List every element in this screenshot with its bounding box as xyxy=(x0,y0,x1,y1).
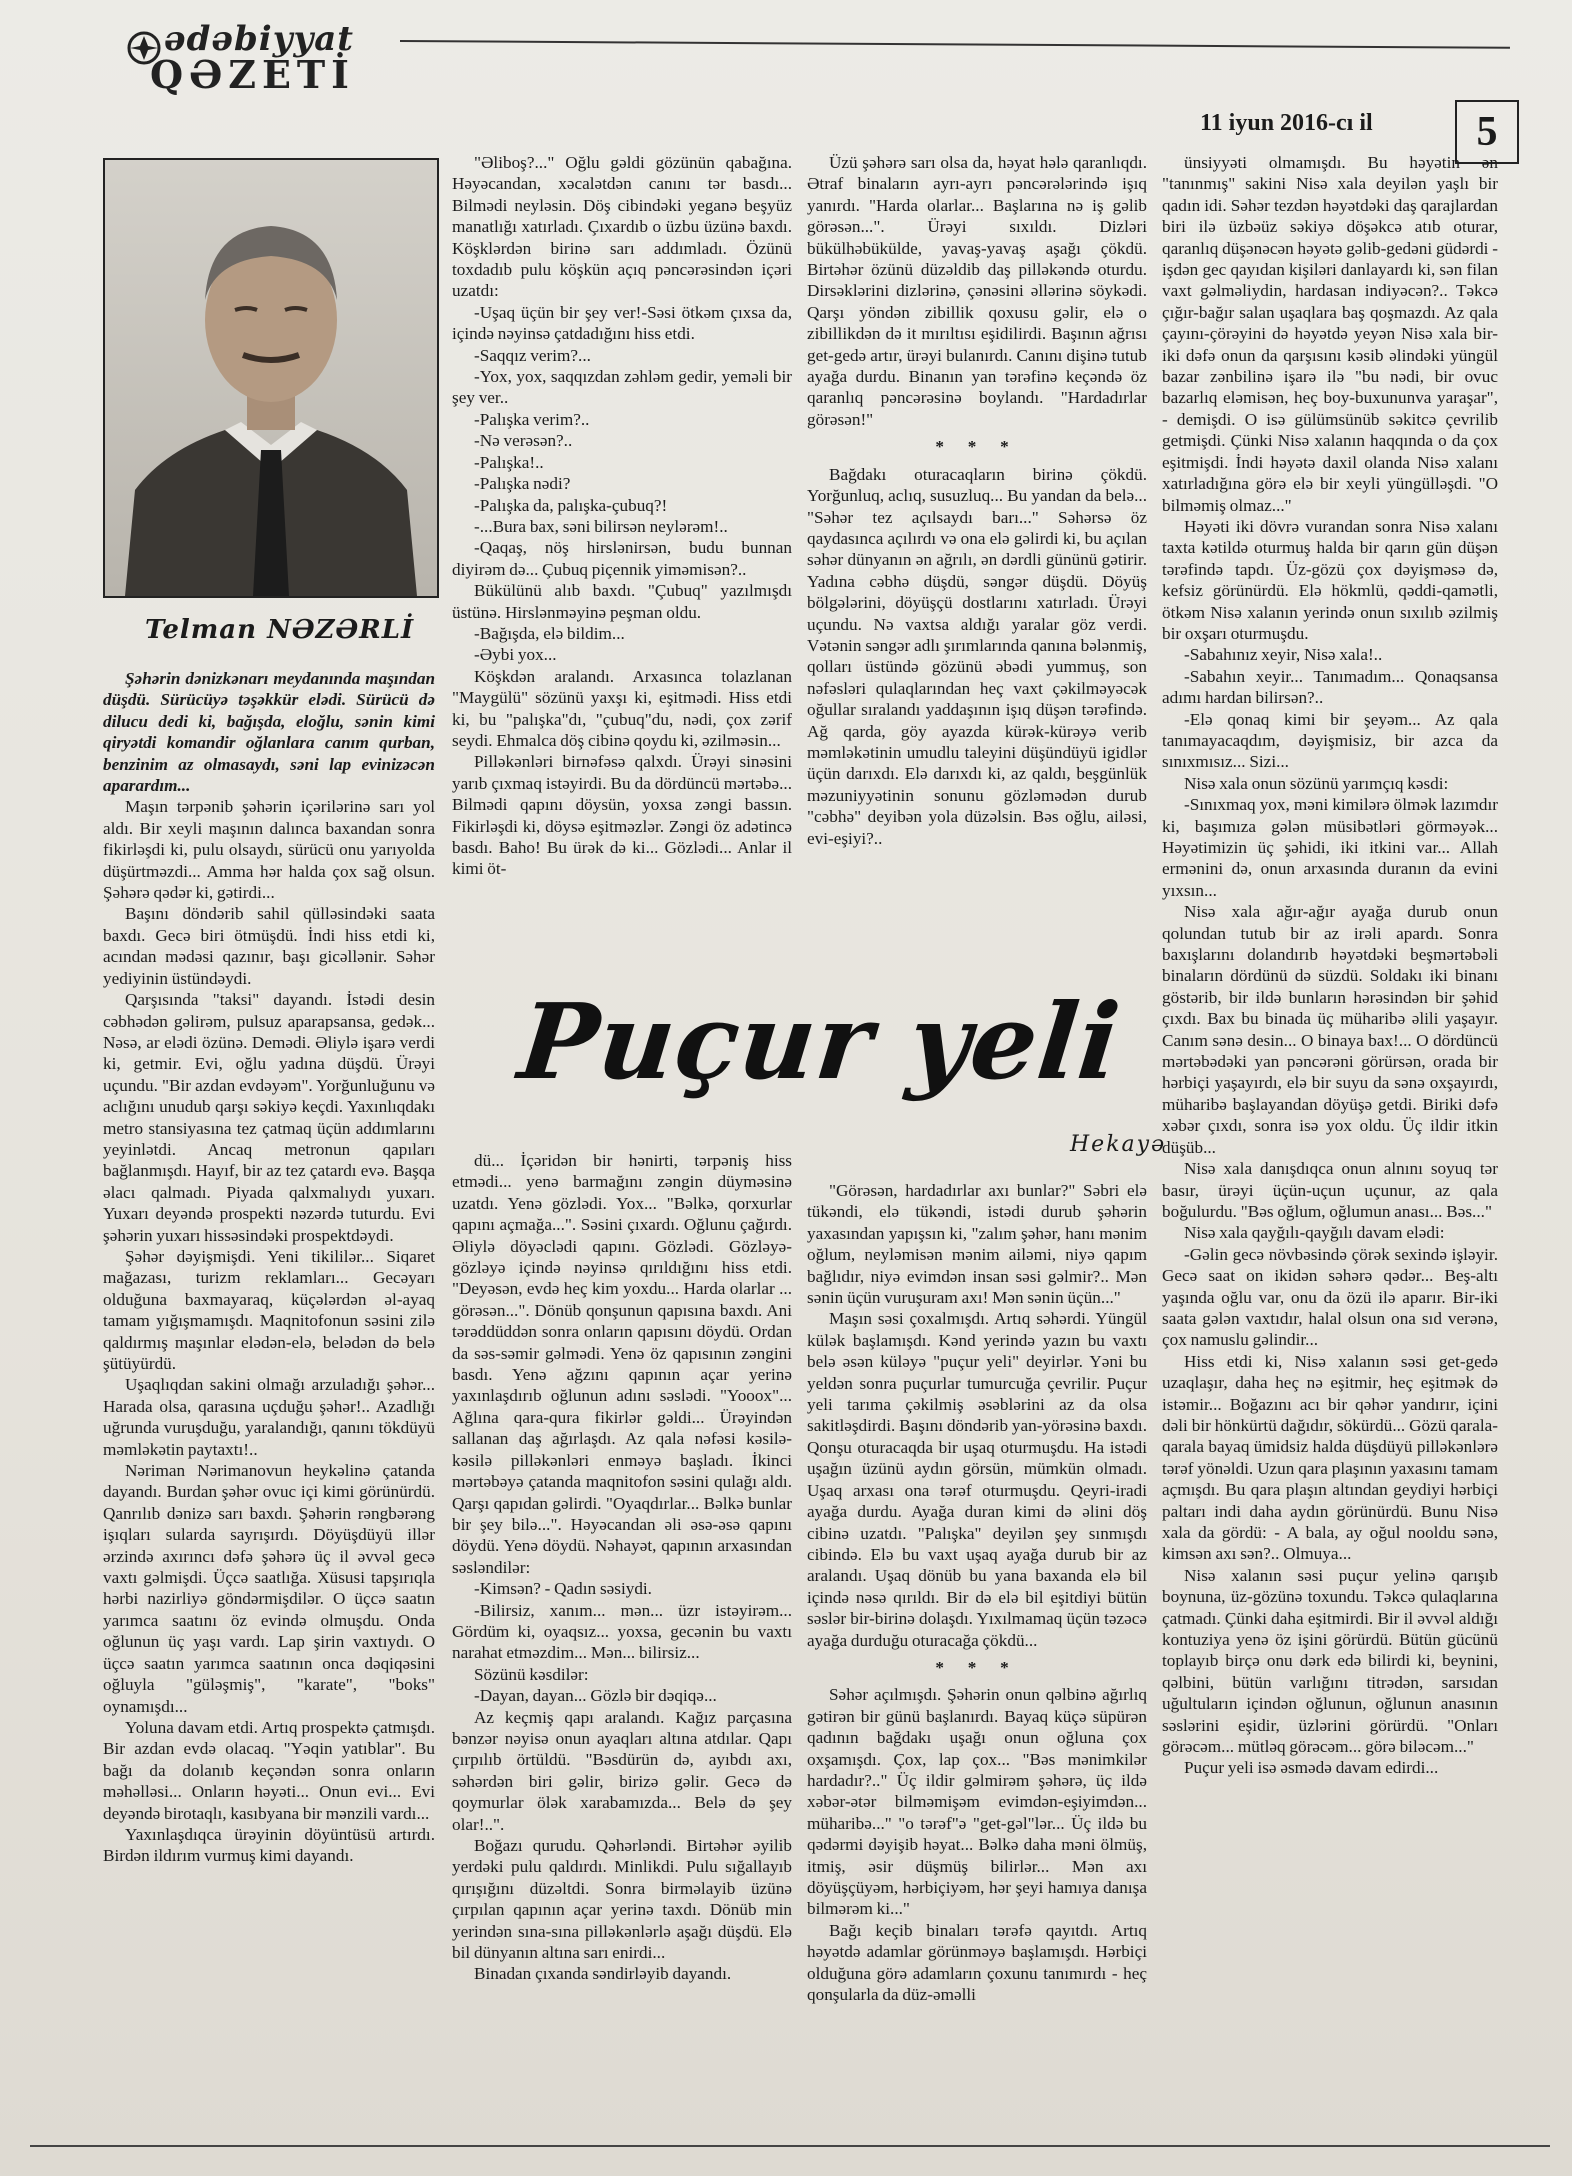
masthead-emblem-icon xyxy=(124,28,164,68)
paragraph: Nisə xala ağır-ağır ayağa durub onun qolundan tutub bir az irəli apardı. Sonra baxışlarını dolandırıb həyətdəki beşmərtəbəli binaların dördünü də süzdü. Soldakı iki binanı göstərib, bir ildə bunların hərəsindən bir şəhid çıxdı. Bax bu binada üç müharibə əlili yaşayır. Canım sənə desin... O binaya bax!... O dördüncü mərtəbədəki yan pəncərəni görürsən, orada bir hərbiçi yaşayırdı, elə bir suyu da sənə oxşayırdı, müharibə başlayandan döyüşə getdi. Biriki dəfə xəbər çıxdı, sonra isə yox oldu. Üç ildir itkin düşüb... xyxy=(1162,902,1498,1157)
paragraph: Maşın səsi çoxalmışdı. Artıq səhərdi. Yüngül külək başlamışdı. Kənd yerində yazın bu vaxtı belə əsən küləyə "puçur yeli" deyirlər. Yəni bu yeldən sonra puçurlar tumurcuğa çevrilir. Puçur yeli tarıma çəkilmiş əsəblərini az da olsa sakitləşdirdi. Başını döndərib yan-yörəsinə baxdı. Qonşu oturacaqda bir uşaq oturmuşdu. Ha istədi uşağın üzünü aydın görsün, mümkün olmadı. Uşaq arxası ona tərəf oturmuşdu. Qeyri-iradi ayağa durdu. Ayağa duran kimi də əlini döş cibinə uzatdı. "Palışka" deyilən şey sınmışdı cibində. Elə bu vaxt uşaq ayağa durub bir az aralandı. Uşaq dönüb bu yana baxanda elə bil içində nəsə qırıldı. Bir də elə bil eşitdiyi bütün səslər bir-birinə dolaşdı. Yıxılmamaq üçün təzəcə ayağa durduğu oturacağa çökdü... xyxy=(807,1309,1147,1650)
paragraph: Həyəti iki dövrə vurandan sonra Nisə xalanı taxta kətildə oturmuş halda bir qarın gün düşən tərəfində tapdı. Üz-gözü çox dəyişməsə də, kefsiz görünürdü. Elə hökmlü, qəddi-qamətli, ötkəm Nisə xalanın yerində onun sıxılıb əzilmiş bir oxşarı oturmuşdu. xyxy=(1162,516,1498,643)
paragraph: Hiss etdi ki, Nisə xalanın səsi get-gedə uzaqlaşır, daha heç nə eşitmir, heç eşitmək də istəmir... Boğazını acı bir qəhər yandırır, içini dəli bir hönkürtü dağıdır, sökürdü... Gözü qarala-qarala bayaq ümidsiz halda düşdüyü pilləkənlərə tərəf yönəldi. Uzun qara plaşının yaxasını tamam açmışdı. Bu qara plaşın altından geydiyi hərbiçi paltarı indi daha aydın görünürdü. Bunu Nisə xala da gördü: - A bala, ay oğul nooldu sənə, kimsən axı sən?.. Olmuya... xyxy=(1162,1351,1498,1564)
column-1 xyxy=(103,668,435,1867)
paragraph: Nəriman Nərimanovun heykəlinə çatanda dayandı. Burdan şəhər ovuc içi kimi görünürdü. Qanrılıb dənizə sarı baxdı. Şəhərin rəngbərəng işıqları sularda sayrışırdı. Döyüşdüyü illər ərzində axırıncı dəfə şəhərə üç il əvvəl gecə vaxtı gəlmişdi. Üçcə saatlığa. Xüsusi tapşırıqla hərbi nazirliyə göndərmişdilər. O üçcə saatın yarımca saatını öz evində olmuşdu. Onda oğlunun üç yaşı vardı. Lap şirin vaxtıydı. O üçcə saatın yarımca saatının onca dəqiqəsini oğluyla "güləşmiş", "karate", "boks" oynamışdı... xyxy=(103,1461,435,1716)
paragraph: Səhər açılmışdı. Şəhərin onun qəlbinə ağırlıq gətirən bir günü başlanırdı. Bayaq küçə süpürən qadının bağdakı uşağı onun oğluna çox oxşamışdı. Çox, lap çox... "Bəs mənimkilər hardadır?.." Üç ildir gəlmirəm şəhərə, üç ildə xəbər-ətər bilməmişəm evimdən-eşiyimdən... müharibə..." "o tərəf"ə "get-gəl"lər... Üç ildə bu qədərmi dəyişib həyat... Bəlkə daha məni ölmüş, itmiş, əsir düşmüş bilirlər... Mən axı döyüşçüyəm, hərbiçiyəm, hər şeyi hamıya danışa bilmərəm ki..." xyxy=(807,1685,1147,1919)
paragraph: Bağdakı oturacaqların birinə çökdü. Yorğunluq, aclıq, susuzluq... Bu yandan da belə... "Səhər tez açılsaydı barı..." Səhərsə öz qaydasınca açılırdı və ona elə gəlirdi ki, bu açılan səhər dünyanın ən ağrılı, ən dərdli gününü gətirir. Yadına cəbhə düşdü, səngər düşdü. Döyüş bölgələrini, döyüşçü dostlarını xatırladı. Ürəyi uçundu. Nə vaxtsa aldığı yaralar göz verdi. Vətənin səngər adlı şırımlarında qanına bələnmiş, qolları üstündə gözünü əbədi yummuş, son nəfəsləri qulaqlarından heç vaxt çəkilməyəcək oğullar sıralandı yaddaşının işıq düşən tərəfində. Ağ qarda, göy ayazda kürək-kürəyə verib məmləkətinin umudlu taleyini düşündüyü igidlər üçün darıxdı. Elə darıxdı ki, az qaldı, beşgünlük məzuniyyətinin sonunu gözləmədən durub "cəbhə" deyibən yola düzəlsin. Bəs oğlu, ailəsi, evi-eşiyi?.. xyxy=(807,464,1147,848)
paragraph: -Sınıxmaq yox, məni kimilərə ölmək lazımdır ki, başımıza gələn müsibətləri görməyək... Həyətimizin üç şəhidi, iki itkini var... Allah ermənini də, onun arxasında duranın da evini yıxsın... xyxy=(1162,795,1498,900)
paragraph: Yoluna davam etdi. Artıq prospektə çatmışdı. Bir azdan evdə olacaq. "Yəqin yatıblar". Bu bağı da dolanıb keçəndən sonra onların məhəlləsi... Onların həyəti... Onun evi... Evi deyəndə birotaqlı, kasıbyana bir mənzili vardı... xyxy=(103,1717,435,1823)
paragraph: Yaxınlaşdıqca ürəyinin döyüntüsü artırdı. Birdən ildırım vurmuş kimi dayandı. xyxy=(103,1824,435,1866)
paragraph: -Palışka da, palışka-çubuq?! xyxy=(474,495,668,515)
paragraph: -Nə verəsən?.. xyxy=(474,431,573,451)
paragraph: -Saqqız verim?... xyxy=(474,345,591,365)
column-4 xyxy=(1162,152,1498,1779)
story-genre: Hekayə xyxy=(1070,1132,1167,1157)
paragraph: ünsiyyəti olmamışdı. Bu həyətin ən "tanınmış" sakini Nisə xala deyilən yaşlı bir qadın idi. Səhər tezdən həyətdəki daş qarajlardan biri ilə üzbəüz səkiyə döşəkcə atıb oturar, qaranlıq düşənəcən həyətə gəlib-gedəni güdərdi - işdən gec qayıdan kişiləri danlayardı ki, sən filan vaxt gəlməliydin, hardasan indiyəcən?.. Təkcə çığır-bağır salan uşaqlara baş qoşmazdı. Az qala çayını-çörəyini də həyətdə yeyən Nisə xala bir-iki dəfə onun da qarşısını kəsib əlindəki yüngül bazar zənbilinə işarə ilə "bu nədi, bir ovuc bazarlıq eləmisən, heç boy-buxununva yaraşar", - demişdi. O isə gülümsünüb səkitcə çevrilib getmişdi. Çünki Nisə xalanın haqqında o da çox eşitmişdi. İndi həyətə daxil olanda Nisə xalanı xatırladığına görə elə bir xeyli yüngülləşdi. "O bilməmiş olmaz..." xyxy=(1162,153,1498,515)
paragraph: Nisə xala onun sözünü yarımçıq kəsdi: xyxy=(1184,773,1449,793)
paragraph: Nisə xala qayğılı-qayğılı davam elədi: xyxy=(1184,1223,1445,1243)
paragraph: -Palışka nədi? xyxy=(474,474,571,494)
paragraph: -Qaqaş, nöş hirslənirsən, budu bunnan diyirəm də... Çubuq piçennik yiməmisən?.. xyxy=(452,538,792,579)
paragraph: Az keçmiş qapı aralandı. Kağız parçasına bənzər nəyisə onun ayaqları altına atdılar. Qapı çırpılıb örtüldü. "Bəsdürün də, ayıbdı axı, səhərdən biri gəlir, birizə gəlir. Gecə də qoymurlar ölək xarabamızda... Belə də şey olar!..". xyxy=(452,1707,792,1834)
paragraph: Bükülünü alıb baxdı. "Çubuq" yazılmışdı üstünə. Hirslənməyinə peşman oldu. xyxy=(452,581,792,622)
paragraph: Başını döndərib sahil qülləsindəki saata baxdı. Gecə biri ötmüşdü. İndi hiss etdi ki, acından mədəsi qazınır, başı gicəllənir. Səhər yediyinin üstündəydi. xyxy=(103,904,435,988)
author-photo xyxy=(103,158,439,598)
paragraph: Boğazı qurudu. Qəhərləndi. Birtəhər əyilib yerdəki pulu qaldırdı. Minlikdi. Pulu sığallayıb qırışığını düzəltdi. Sonra birməlayib üzünə çırpılan qapının açar yerinə taxdı. Dönüb min yerindən sına-sına pilləkənlərlə aşağı düşdü. Elə bil dünyanın altına sarı enirdi... xyxy=(452,1836,792,1963)
paragraph: Köşkdən aralandı. Arxasınca tolazlanan "Maygülü" sözünü yaxşı ki, eşitmədi. Hiss etdi ki, bu "palışka"dı, "çubuq"du, nədi, çox zərif seydi. Ehmalca döş cibinə qoydu ki, əzilməsin... xyxy=(452,666,792,750)
paragraph: Qarşısında "taksi" dayandı. İstədi desin cəbhədən gəlirəm, pulsuz aparарsansa, gedək... Nəsə, ar elədi özünə. Demədi. Əliylə işarə verdi ki, getmir. Evi, oğlu yadına düşdü. Ürəyi uçundu. "Bir azdan evdəyəm". Yorğunluğunu və aclığını unudub qarşı səkiyə keçdi. Yaxınlıqdakı metro stansiyasına tez çatmaq üçün addımlarını yeyinlətdi. Ancaq metronun qapıları bağlanmışdı. Hayıf, bir az tez çatardı evə. Başqa əlacı qalmadı. Piyada qalxmalıydı yuxarı. Yuxarı deyəndə prospekti nəzərdə tuturdu. Evi şəhərin yuxarı hissəsindəki prospektdəydi. xyxy=(103,990,435,1245)
column-3-top xyxy=(807,152,1147,849)
paragraph: -Dayan, dayan... Gözlə bir dəqiqə... xyxy=(474,1686,717,1706)
paragraph: Nisə xala danışdıqca onun alnını soyuq tər basır, ürəyi üçün-uçun uçunur, az qala boğulurdu. "Bəs oğlum, oğlumun anası... Bəs..." xyxy=(1162,1159,1498,1221)
masthead-bottom-word: QƏZETİ xyxy=(150,52,355,97)
author-name: Telman NƏZƏRLİ xyxy=(145,615,415,645)
paragraph: Bağı keçib binaları tərəfə qayıtdı. Artıq həyətdə adamlar görünməyə başlamışdı. Hərbiçi olduğuna görə adamların çoxunu tanımırdı - heç qonşularla da düz-əməlli xyxy=(807,1920,1147,2005)
paragraph: -Kimsən? - Qadın səsiydi. xyxy=(474,1579,652,1599)
paragraph: Nisə xalanın səsi puçur yelinə qarışıb boynuna, üz-gözünə toxundu. Təkcə qulaqlarına çatmadı. Çünki daha eşitmirdi. Bir il əvvəl aldığı kontuziya yenə öz işini görürdü. Bütün gücünü toplayıb birçə onu dərk edə bilirdi ki, beynini, qəlbini, bütün varlığını titrədən, sarsıdan uğultuların içindən oğlunun, oğlunun anasının səslərini eşidir, üzlərini görürdü. "Onları görəcəm... mütləq görəcəm... görə biləcəm..." xyxy=(1162,1565,1498,1757)
paragraph: Uşaqlıqdan sakini olmağı arzuladığı şəhər... Harada olsa, qarasına uçduğu şəhər!.. Azadlığı uğrunda vuruşduğu, yaralandığı, qanını tökdüyü məmləkətin paytaxtı!.. xyxy=(103,1375,435,1459)
paragraph: -Bağışda, elə bildim... xyxy=(474,623,625,643)
portrait-image xyxy=(105,160,437,596)
paragraph: dü... İçəridən bir hənirti, tərpəniş hiss etmədi... yenə barmağını zəngin düyməsinə uzatdı. Yenə gözlədi. Yox... "Bəlkə, qorxurlar qapını açmağa...". Səsini çıxardı. Oğlunu çağırdı. Əliylə döyəclədi qapını. Gözlədi. Gözləyə-gözləyə içində nəyinsə qırıldığını hiss etdi. "Deyəsən, evdə heç kim yoxdu... Harda olarlar ... görəsən...". Dönüb qonşunun qapısına baxdı. Ani tərəddüddən sonra onların qapısını döydü. Ordan da səs-səmir gəlmədi. Yenə öz qapısının zəngini basdı. Yenə ağzını qapının açar yerinə yaxınlaşdırıb oğlunun adını səslədi. "Yooox"... Ağlına qara-qura fikirlər gəldi... Ürəyindən sallanan daş ağırlaşdı. Az qala nəfəsi kəsilə-kəsilə pilləkənləri enməyə başladı. İkinci mərtəbəyə çatanda maqnitofon səsini qulağı aldı. Qarşı qapıdan gəlirdi. "Oyaqdırlar... Bəlkə bunlar bir şey bilə...". Həyəcandan əli əsə-əsə qapını döydü. Yenə döydü. Nəhayət, qapının arxasından səsləndilər: xyxy=(452,1151,792,1577)
paragraph: -Palışka verim?.. xyxy=(474,409,590,429)
paragraph: Binadan çıxanda səndirləyib dayandı. xyxy=(474,1964,732,1984)
paragraph: Üzü şəhərə sarı olsa da, həyat hələ qaranlıqdı. Ətraf binaların ayrı-ayrı pəncərələrində işıq yanırdı. "Harda olarlar... Başlarına nə iş gəlib görəsən...". Ürəyi sıxıldı. Dizləri bükülhəbükülde, yavaş-yavaş aşağı çökdü. Birtəhər özünü düzəldib daş pilləkəndə oturdu. Dirsəklərini dizlərinə, çənəsini əllərinə söykədi. Qarşı yöndən zibillik qoxusu gəlir, elə o zibillikdən də it mırıltısı eşidilirdi. Başının ağrısı get-gedə artır, ürəyi bulanırdı. Canını dişinə tutub ayağa durdu. Binanın yan tərəfinə keçəndə öz qaranlıq pəncərəsinə boylandı. "Hardadırlar görəsən!" xyxy=(807,153,1147,429)
paragraph: -Gəlin gecə növbəsində çörək sexində işləyir. Gecə saat on ikidən səhərə qədər... Beş-altı yaşında oğlu var, onu da özü ilə aparır. Bir-iki saata gələn vaxtıdır, halal olsun ona sıd verənə, çox namuslu gəlindir... xyxy=(1162,1244,1498,1350)
footer-rule xyxy=(30,2145,1550,2147)
header-rule xyxy=(400,40,1510,49)
column-2-bottom xyxy=(452,1150,792,1985)
story-title: Puçur yeli xyxy=(513,980,1126,1103)
paragraph: Maşın tərpənib şəhərin içərilərinə sarı yol aldı. Bir xeyli maşının dalınca baxandan sonra fikirləşdi ki, pulu olsaydı, sürücü onu yarıyolda düşürtməzdi... Amma hər halda çox sağ olsun. Şəhərə qədər ki, gətirdi... xyxy=(103,797,435,903)
paragraph: -Əybi yox... xyxy=(474,645,557,665)
paragraph: Puçur yeli isə əsmədə davam edirdi... xyxy=(1184,1758,1439,1778)
paragraph: Sözünü kəsdilər: xyxy=(474,1664,589,1684)
column-2-top xyxy=(452,152,792,880)
paragraph: -Sabahınız xeyir, Nisə xala!.. xyxy=(1184,645,1383,665)
paragraph: "Əliboş?..." Oğlu gəldi gözünün qabağına. Həyəcandan, xəcalətdən canını tər basdı... Bilmədi neyləsin. Döş cibindəki yeganə beşyüz manatlığı xatırladı. Çıxardıb o üzbu üzünə baxdı. Köşklərdən birinə sarı addımladı. Özünü toxdadıb pulu köşkün açıq pəncərəsindən içəri uzatdı: xyxy=(452,153,792,301)
page-number: 5 xyxy=(1455,100,1519,164)
section-separator: * * * xyxy=(935,437,1019,457)
paragraph: -Bilirsiz, xanım... mən... üzr istəyirəm... Gördüm ki, oyaqsız... yoxsa, gecənin bu vaxtı narahat etməzdim... Mən... bilirsiz... xyxy=(452,1600,792,1663)
paragraph: -Yox, yox, saqqızdan zəhləm gedir, yeməli bir şey ver.. xyxy=(452,367,792,408)
section-separator: * * * xyxy=(935,1657,1019,1677)
paragraph: -...Bura bax, səni bilirsən neylərəm!.. xyxy=(474,516,728,536)
paragraph: -Palışka!.. xyxy=(474,452,544,472)
issue-date: 11 iyun 2016-cı il xyxy=(1200,110,1373,136)
paragraph: Şəhərin dənizkənarı meydanında maşından düşdü. Sürücüyə təşəkkür elədi. Sürücü də dilucu dedi ki, bağışda, eloğlu, sənin kimi qiryətdi komandir oğlanlara canım qurban, benzinim az olmasaydı, səni lap evinizəcən aparardım... xyxy=(103,669,435,796)
paragraph: Pilləkənləri birnəfəsə qalxdı. Ürəyi sinəsini yarıb çıxmaq istəyirdi. Bu da dördüncü mərtəbə... Bilmədi qapını döysün, yoxsa zəngi bassın. Fikirləşdi ki, döysə eşitməzlər. Zəngi öz adətincə basdı. Baho! Bu ürək də ki... Gözlədi... Anlar il kimi öt- xyxy=(452,752,792,879)
masthead xyxy=(130,19,370,97)
masthead-top-word: ədəbiyyat xyxy=(164,19,354,59)
column-3-bottom xyxy=(807,1180,1147,2005)
paragraph: "Görəsən, hardadırlar axı bunlar?" Səbri elə tükəndi, elə tükəndi, istədi durub şəhərin yaxasından yapışsın ki, "zalım şəhər, hanı mənim oğlum, neyləmisən mənim ailəmi, niyə qapım bağlıdır, niyə evimdən insan səsi gəlmir?.. Mən sənin üçün vuruşuram axı! Mən sənin üçün..." xyxy=(807,1181,1147,1308)
paragraph: Şəhər dəyişmişdi. Yeni tikililər... Siqaret mağazası, turizm reklamları... Gecəyarı olduğuna baxmayaraq, küçələrdən əl-ayaq tamam yığışmamışdı. Maqnitofonun səsini zilə qaldırmış maşınlar elədən-elə, belədən də belə şütüyürdü. xyxy=(103,1246,435,1373)
paragraph: -Uşaq üçün bir şey ver!-Səsi ötkəm çıxsa da, içində nəyinsə çatdadığını hiss etdi. xyxy=(452,302,792,344)
paragraph: -Sabahın xeyir... Tanımadım... Qonaqsansa adımı hardan bilirsən?.. xyxy=(1162,666,1498,708)
paragraph: -Elə qonaq kimi bir şeyəm... Az qala tanımayacaqdım, dəyişmisiz, bir azca da sınıxmısız... Sizi... xyxy=(1162,709,1498,772)
